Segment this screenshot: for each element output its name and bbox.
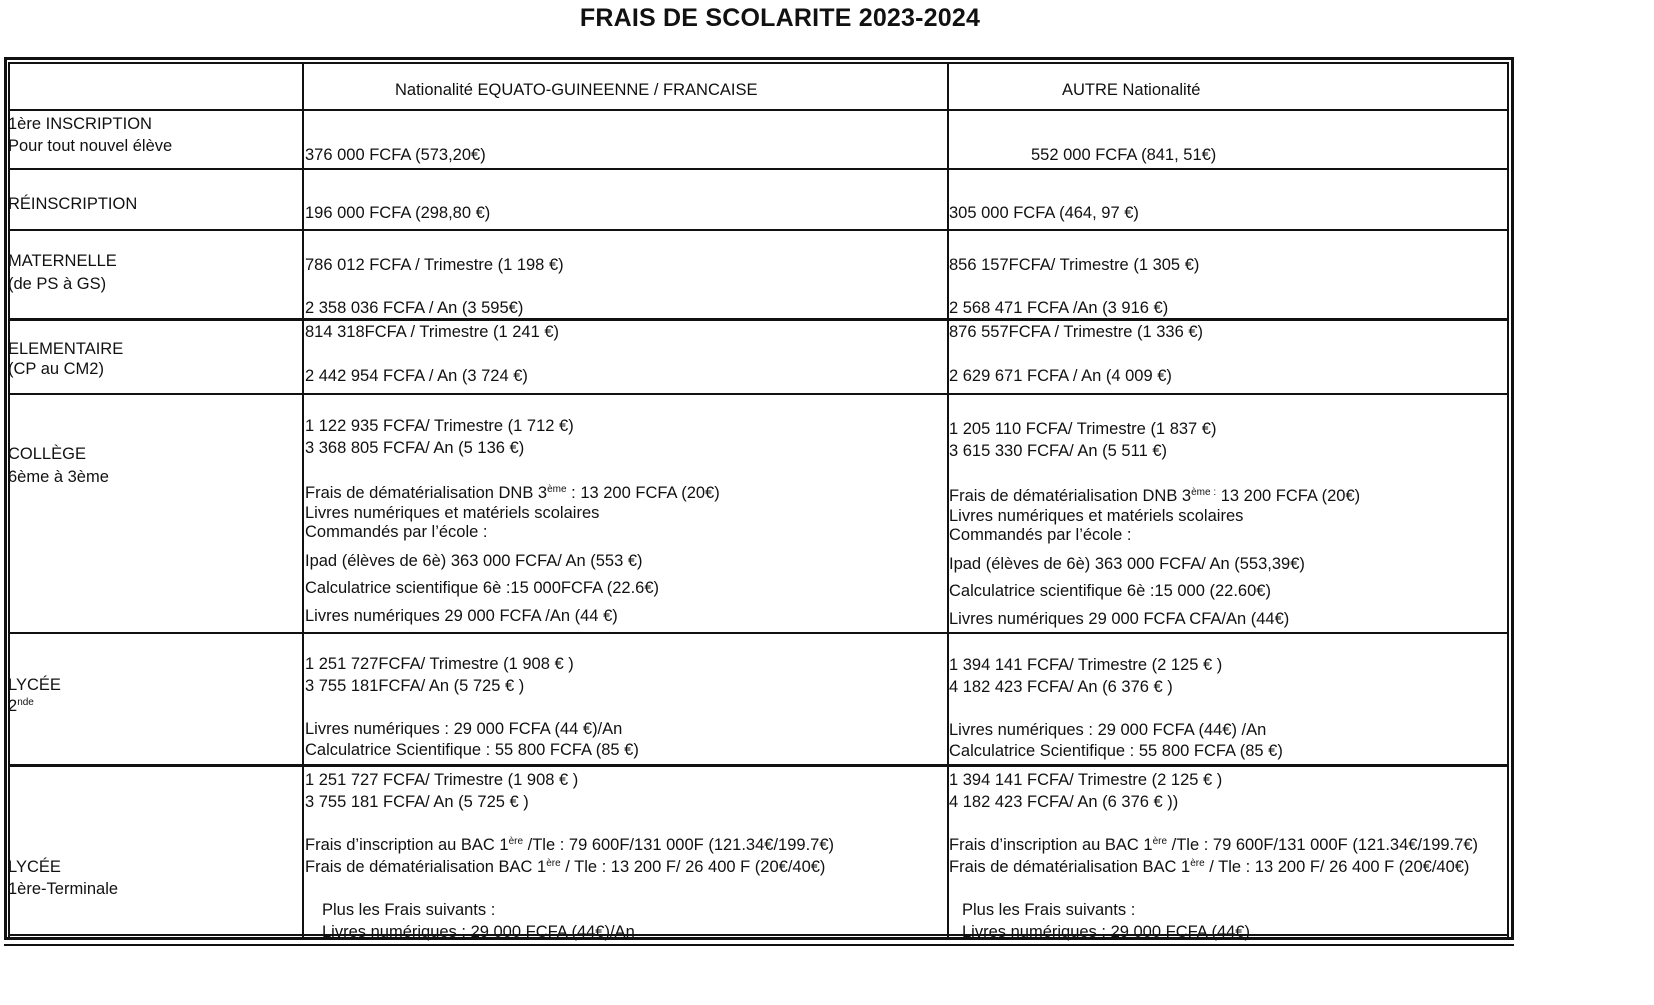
maternelle-an-col1: 2 358 036 FCFA / An (3 595€) bbox=[305, 299, 524, 317]
lycee1t-plus-frais-col1: Plus les Frais suivants : bbox=[322, 901, 496, 919]
lycee1t-an-col2: 4 182 423 FCFA/ An (6 376 € )) bbox=[949, 793, 1179, 811]
row-label-lycee-premiere-terminale-sub: 1ère-Terminale bbox=[8, 880, 119, 898]
college-commandes-col1: Commandés par l’école : bbox=[305, 523, 488, 541]
college-ipad-col2: Ipad (élèves de 6è) 363 000 FCFA/ An (553,39€) bbox=[949, 555, 1305, 573]
row-divider bbox=[8, 632, 1509, 634]
inscription-fee-col2: 552 000 FCFA (841, 51€) bbox=[1031, 146, 1217, 164]
row-label-lycee-seconde: LYCÉE bbox=[8, 676, 61, 694]
lycee1t-trimestre-col1: 1 251 727 FCFA/ Trimestre (1 908 € ) bbox=[305, 771, 579, 789]
college-dnb-col2: Frais de dématérialisation DNB $3^{ème :}$ 13 200 FCFA (20€) bbox=[949, 487, 1361, 505]
college-trimestre-col2: 1 205 110 FCFA/ Trimestre (1 837 €) bbox=[949, 420, 1217, 438]
lycee2-an-col1: 3 755 181FCFA/ An (5 725 € ) bbox=[305, 677, 525, 695]
lycee1t-bac-dematerialisation-col2: Frais de dématérialisation BAC 1ère / Tle : 13 200 F/ 26 400 F (20€/40€) bbox=[949, 858, 1470, 876]
row-label-lycee-seconde-sub: 2nde bbox=[8, 697, 34, 715]
college-calculatrice-col1: Calculatrice scientifique 6è :15 000FCFA (22.6€) bbox=[305, 579, 660, 597]
maternelle-trimestre-col1: 786 012 FCFA / Trimestre (1 198 €) bbox=[305, 256, 564, 274]
column-header-equato-guineenne-francaise: Nationalité EQUATO-GUINEENNE / FRANCAISE bbox=[395, 81, 758, 99]
elementaire-an-col2: 2 629 671 FCFA / An (4 009 €) bbox=[949, 367, 1172, 385]
row-label-college: COLLÈGE bbox=[8, 445, 86, 463]
row-divider bbox=[8, 229, 1509, 231]
inscription-fee-col1: 376 000 FCFA (573,20€) bbox=[305, 146, 486, 164]
college-commandes-col2: Commandés par l’école : bbox=[949, 526, 1132, 544]
lycee2-livres-col2: Livres numériques : 29 000 FCFA (44€) /An bbox=[949, 721, 1267, 739]
lycee2-trimestre-col2: 1 394 141 FCFA/ Trimestre (2 125 € ) bbox=[949, 656, 1223, 674]
row-divider bbox=[8, 934, 1509, 936]
row-label-college-sub: 6ème à 3ème bbox=[8, 468, 109, 486]
row-label-lycee-premiere-terminale: LYCÉE bbox=[8, 858, 61, 876]
college-an-col1: 3 368 805 FCFA/ An (5 136 €) bbox=[305, 439, 525, 457]
lycee1t-livres-col1: Livres numériques : 29 000 FCFA (44€)/An bbox=[322, 923, 635, 941]
lycee2-livres-col1: Livres numériques : 29 000 FCFA (44 €)/An bbox=[305, 720, 623, 738]
elementaire-trimestre-col2: 876 557FCFA / Trimestre (1 336 €) bbox=[949, 323, 1204, 341]
reinscription-fee-col2: 305 000 FCFA (464, 97 €) bbox=[949, 204, 1139, 222]
lycee1t-bac-inscription-col2: Frais d’inscription au BAC 1ère /Tle : 79 600F/131 000F (121.34€/199.7€) bbox=[949, 836, 1479, 854]
column-header-autre-nationalite: AUTRE Nationalité bbox=[1062, 81, 1201, 99]
college-calculatrice-col2: Calculatrice scientifique 6è :15 000 (22.60€) bbox=[949, 582, 1271, 600]
lycee1t-bac-dematerialisation-col1: Frais de dématérialisation BAC 1ère / Tle : 13 200 F/ 26 400 F (20€/40€) bbox=[305, 858, 826, 876]
row-divider bbox=[8, 62, 1509, 64]
bottom-rule bbox=[4, 944, 1514, 946]
row-label-maternelle-sub: (de PS à GS) bbox=[8, 275, 107, 293]
lycee1t-trimestre-col2: 1 394 141 FCFA/ Trimestre (2 125 € ) bbox=[949, 771, 1223, 789]
row-divider bbox=[8, 168, 1509, 170]
row-label-reinscription: RÉINSCRIPTION bbox=[8, 195, 138, 213]
elementaire-trimestre-col1: 814 318FCFA / Trimestre (1 241 €) bbox=[305, 323, 560, 341]
maternelle-an-col2: 2 568 471 FCFA /An (3 916 €) bbox=[949, 299, 1169, 317]
row-divider bbox=[8, 764, 1509, 767]
lycee2-calculatrice-col2: Calculatrice Scientifique : 55 800 FCFA (85 €) bbox=[949, 742, 1283, 760]
row-label-elementaire: ELEMENTAIRE bbox=[8, 340, 124, 358]
college-livres-numeriques-col2: Livres numériques 29 000 FCFA CFA/An (44€) bbox=[949, 610, 1290, 628]
college-ipad-col1: Ipad (élèves de 6è) 363 000 FCFA/ An (553 €) bbox=[305, 552, 643, 570]
lycee2-an-col2: 4 182 423 FCFA/ An (6 376 € ) bbox=[949, 678, 1173, 696]
lycee1t-plus-frais-col2: Plus les Frais suivants : bbox=[962, 901, 1136, 919]
row-label-inscription: 1ère INSCRIPTION bbox=[8, 115, 152, 133]
lycee1t-livres-col2: Livres numériques : 29 000 FCFA (44€) bbox=[962, 923, 1250, 941]
college-livres-materiels-col2: Livres numériques et matériels scolaires bbox=[949, 507, 1244, 525]
page-title: FRAIS DE SCOLARITE 2023-2024 bbox=[579, 4, 981, 32]
elementaire-an-col1: 2 442 954 FCFA / An (3 724 €) bbox=[305, 367, 528, 385]
lycee1t-bac-inscription-col1: Frais d’inscription au BAC 1ère /Tle : 79 600F/131 000F (121.34€/199.7€) bbox=[305, 836, 835, 854]
row-divider bbox=[8, 393, 1509, 395]
row-divider bbox=[8, 318, 1509, 321]
lycee2-calculatrice-col1: Calculatrice Scientifique : 55 800 FCFA (85 €) bbox=[305, 741, 639, 759]
column-divider bbox=[302, 62, 304, 937]
row-label-inscription-sub: Pour tout nouvel élève bbox=[8, 137, 173, 155]
college-dnb-col1: Frais de dématérialisation DNB 3ème : 13 200 FCFA (20€) bbox=[305, 484, 720, 502]
college-trimestre-col1: 1 122 935 FCFA/ Trimestre (1 712 €) bbox=[305, 417, 574, 435]
college-livres-materiels-col1: Livres numériques et matériels scolaires bbox=[305, 504, 600, 522]
maternelle-trimestre-col2: 856 157FCFA/ Trimestre (1 305 €) bbox=[949, 256, 1200, 274]
lycee1t-an-col1: 3 755 181 FCFA/ An (5 725 € ) bbox=[305, 793, 529, 811]
row-label-maternelle: MATERNELLE bbox=[8, 252, 117, 270]
college-livres-numeriques-col1: Livres numériques 29 000 FCFA /An (44 €) bbox=[305, 607, 618, 625]
lycee2-trimestre-col1: 1 251 727FCFA/ Trimestre (1 908 € ) bbox=[305, 655, 574, 673]
column-divider bbox=[1507, 62, 1509, 937]
row-divider bbox=[8, 109, 1509, 111]
college-an-col2: 3 615 330 FCFA/ An (5 511 €) bbox=[949, 442, 1167, 460]
row-label-elementaire-sub: (CP au CM2) bbox=[8, 360, 104, 378]
reinscription-fee-col1: 196 000 FCFA (298,80 €) bbox=[305, 204, 491, 222]
